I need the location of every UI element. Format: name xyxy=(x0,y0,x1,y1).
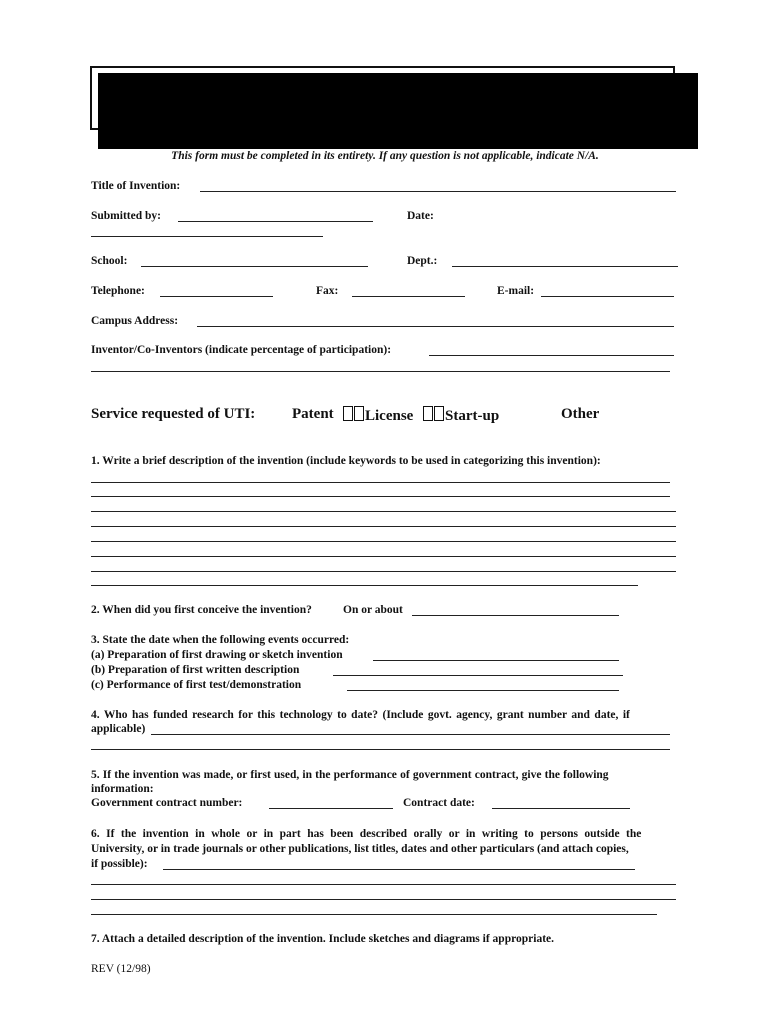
submitted-by-label: Submitted by: xyxy=(91,210,161,222)
checkbox-icon[interactable] xyxy=(423,406,433,421)
school-field[interactable] xyxy=(141,266,368,267)
answer-line-1[interactable] xyxy=(91,511,676,512)
question-6-field-continued[interactable] xyxy=(91,914,657,915)
campus-address-label: Campus Address: xyxy=(91,315,179,327)
dept-field[interactable] xyxy=(452,266,678,267)
checkbox-icon[interactable] xyxy=(343,406,353,421)
title-of-invention-label: Title of Invention: xyxy=(91,180,181,192)
dept-label: Dept.: xyxy=(407,255,438,267)
service-option-other[interactable] xyxy=(561,406,599,423)
service-option-patent[interactable] xyxy=(292,406,334,423)
question-3a-field[interactable] xyxy=(373,660,619,661)
service-option-startup[interactable] xyxy=(423,406,499,425)
question-3c-field[interactable] xyxy=(347,690,619,691)
question-3c: (c) Performance of first test/demonstration xyxy=(91,679,302,691)
inventors-field[interactable] xyxy=(429,355,674,356)
question-6-line2: University, or in trade journals or other publications, list titles, dates and other particulars (and attach copies, xyxy=(91,843,629,855)
fax-field[interactable] xyxy=(352,296,465,297)
question-3: 3. State the date when the following events occurred: xyxy=(91,634,350,646)
checkbox-icon[interactable] xyxy=(354,406,364,421)
contract-date-field[interactable] xyxy=(492,808,630,809)
question-6-line3: if possible): xyxy=(91,858,148,870)
question-3b-field[interactable] xyxy=(333,675,623,676)
header-bar xyxy=(98,73,698,149)
question-1: 1. Write a brief description of the invention (include keywords to be used in categorizing this invention): xyxy=(91,455,601,467)
inventors-field-continued[interactable] xyxy=(91,371,670,372)
checkbox-icon[interactable] xyxy=(434,406,444,421)
submitted-by-field[interactable] xyxy=(178,221,373,222)
question-6-line1: 6. If the invention in whole or in part has been described orally or in writing to persons outside the xyxy=(91,828,642,840)
service-option-license-label: License xyxy=(365,408,414,424)
date-label: Date: xyxy=(407,210,434,222)
question-6-field-continued[interactable] xyxy=(91,884,676,885)
telephone-field[interactable] xyxy=(160,296,273,297)
title-of-invention-field[interactable] xyxy=(200,191,676,192)
question-5-line1: 5. If the invention was made, or first used, in the performance of government contract, give the following xyxy=(91,769,609,781)
answer-line-1[interactable] xyxy=(91,526,676,527)
service-option-startup-label: Start-up xyxy=(445,408,500,424)
service-option-patent-label: Patent xyxy=(292,406,334,422)
school-label: School: xyxy=(91,255,128,267)
question-3b: (b) Preparation of first written description xyxy=(91,664,300,676)
question-4-field-continued[interactable] xyxy=(91,749,670,750)
email-label: E-mail: xyxy=(497,285,535,297)
question-2: 2. When did you first conceive the invention? xyxy=(91,604,312,616)
question-4-field[interactable] xyxy=(151,734,670,735)
gov-contract-number-field[interactable] xyxy=(269,808,393,809)
question-5-line2: information: xyxy=(91,783,154,795)
campus-address-field[interactable] xyxy=(197,326,674,327)
answer-line-1[interactable] xyxy=(91,541,676,542)
question-2-on-or-about: On or about xyxy=(343,604,403,616)
revision-label: REV (12/98) xyxy=(91,963,151,975)
question-7: 7. Attach a detailed description of the invention. Include sketches and diagrams if appropriate. xyxy=(91,933,554,945)
inventors-label: Inventor/Co-Inventors (indicate percentage of participation): xyxy=(91,344,392,356)
email-field[interactable] xyxy=(541,296,674,297)
answer-line-1[interactable] xyxy=(91,496,670,497)
question-4-line1: 4. Who has funded research for this technology to date? (Include govt. agency, grant number and date, if xyxy=(91,709,630,721)
telephone-label: Telephone: xyxy=(91,285,145,297)
answer-line-1[interactable] xyxy=(91,556,676,557)
service-option-other-label: Other xyxy=(561,406,600,422)
question-6-field-continued[interactable] xyxy=(91,899,676,900)
form-instructions: This form must be completed in its entirety. If any question is not applicable, indicate N/A. xyxy=(171,150,599,162)
answer-line-1[interactable] xyxy=(91,571,676,572)
fax-label: Fax: xyxy=(316,285,339,297)
question-2-date-field[interactable] xyxy=(412,615,619,616)
date-field[interactable] xyxy=(91,236,323,237)
service-option-license[interactable] xyxy=(343,406,413,425)
service-label: Service requested of UTI: xyxy=(91,406,256,422)
answer-line-1[interactable] xyxy=(91,585,638,586)
question-6-field[interactable] xyxy=(163,869,635,870)
answer-line-1[interactable] xyxy=(91,482,670,483)
gov-contract-number-label: Government contract number: xyxy=(91,797,243,809)
contract-date-label: Contract date: xyxy=(403,797,475,809)
question-3a: (a) Preparation of first drawing or sketch invention xyxy=(91,649,343,661)
question-4-line2: applicable) xyxy=(91,723,146,735)
